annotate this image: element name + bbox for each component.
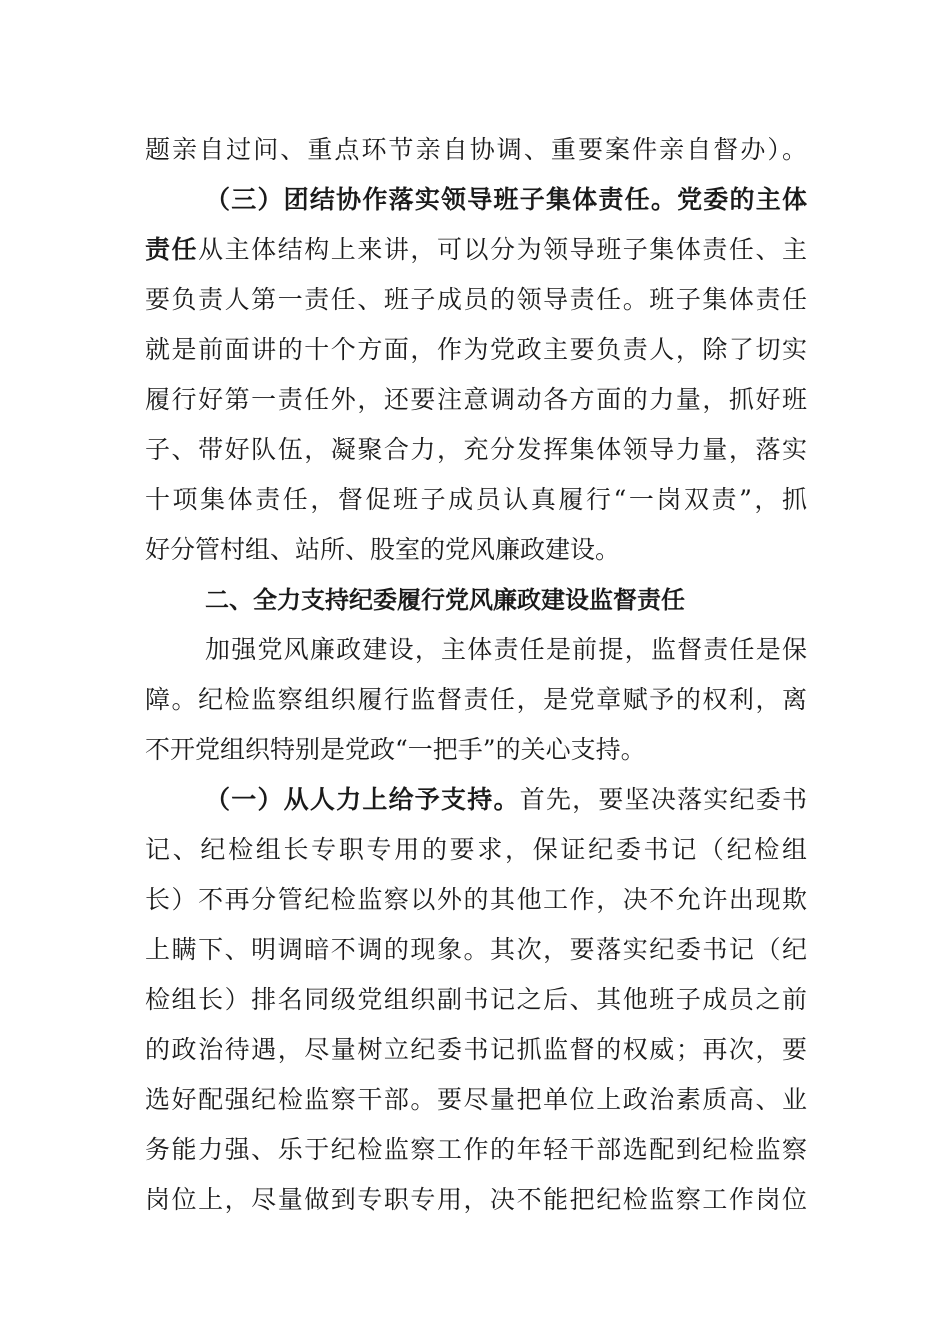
paragraph-line — [145, 530, 807, 570]
bold-text: 责任 — [145, 235, 199, 264]
bold-text: （三）团结协作落实领导班子集体责任。党委的主体 — [205, 185, 807, 214]
body-text: 记、纪检组长专职专用的要求，保证纪委书记（纪检组 — [145, 835, 807, 864]
paragraph-line — [145, 430, 807, 470]
body-text: 好分管村组、站所、股室的党风廉政建设。 — [145, 535, 621, 564]
paragraph-line — [145, 680, 807, 720]
section-heading-3 — [205, 180, 807, 220]
body-text: 从主体结构上来讲，可以分为领导班子集体责任、主 — [198, 235, 807, 264]
paragraph-line — [145, 330, 807, 370]
body-text: 加强党风廉政建设，主体责任是前提，监督责任是保 — [205, 635, 807, 664]
paragraph-line — [145, 1180, 807, 1220]
paragraph-line — [145, 1130, 807, 1170]
paragraph-line — [145, 1030, 807, 1070]
body-text: 检组长）排名同级党组织副书记之后、其他班子成员之前 — [145, 985, 807, 1014]
body-text: 十项集体责任，督促班子成员认真履行“一岗双责”，抓 — [145, 485, 807, 514]
body-text: 题亲自过问、重点环节亲自协调、重要案件亲自督办）。 — [145, 135, 807, 164]
body-text: 不开党组织特别是党政“一把手”的关心支持。 — [145, 735, 646, 764]
body-text: 履行好第一责任外，还要注意调动各方面的力量，抓好班 — [145, 385, 807, 414]
paragraph-line — [145, 1080, 807, 1120]
body-text: 就是前面讲的十个方面，作为党政主要负责人，除了切实 — [145, 335, 807, 364]
body-text: 要负责人第一责任、班子成员的领导责任。班子集体责任 — [145, 285, 807, 314]
body-text: 务能力强、乐于纪检监察工作的年轻干部选配到纪检监察 — [145, 1135, 807, 1164]
body-text: 子、带好队伍，凝聚合力，充分发挥集体领导力量，落实 — [145, 435, 807, 464]
body-text: 首先，要坚决落实纪委书 — [519, 785, 807, 814]
paragraph-line — [145, 980, 807, 1020]
paragraph-line — [145, 880, 807, 920]
paragraph-line — [145, 730, 807, 770]
paragraph-line — [145, 480, 807, 520]
subsection-line — [205, 780, 807, 820]
body-text: 选好配强纪检监察干部。要尽量把单位上政治素质高、业 — [145, 1085, 807, 1114]
body-text: 上瞒下、明调暗不调的现象。其次，要落实纪委书记（纪 — [145, 935, 807, 964]
paragraph-line — [205, 630, 807, 670]
paragraph-line — [145, 380, 807, 420]
body-text: 岗位上，尽量做到专职专用，决不能把纪检监察工作岗位 — [145, 1185, 807, 1214]
body-text: 障。纪检监察组织履行监督责任，是党章赋予的权利，离 — [145, 685, 807, 714]
paragraph-line — [145, 230, 807, 270]
bold-text: （一）从人力上给予支持。 — [205, 785, 520, 814]
paragraph-line — [145, 130, 807, 170]
body-text: 的政治待遇，尽量树立纪委书记抓监督的权威；再次，要 — [145, 1035, 807, 1064]
paragraph-line — [145, 830, 807, 870]
section-heading-2 — [205, 580, 807, 620]
body-text: 长）不再分管纪检监察以外的其他工作，决不允许出现欺 — [145, 885, 807, 914]
heading-text: 二、全力支持纪委履行党风廉政建设监督责任 — [205, 586, 685, 614]
paragraph-line — [145, 930, 807, 970]
paragraph-line — [145, 280, 807, 320]
